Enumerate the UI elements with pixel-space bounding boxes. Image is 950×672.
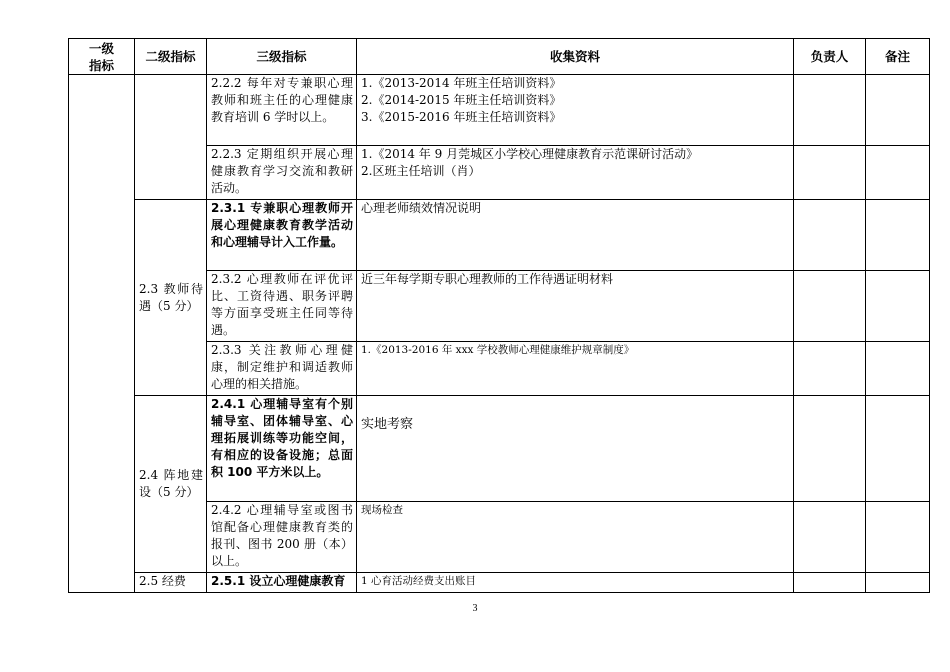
level3-cell: 2.5.1 设立心理健康教育 — [207, 573, 357, 593]
level3-cell: 2.4.2 心理辅导室或图书馆配备心理健康教育类的报刊、图书 200 册（本）以上。 — [207, 502, 357, 573]
header-notes: 备注 — [866, 39, 930, 75]
header-level2: 二级指标 — [135, 39, 207, 75]
owner-cell[interactable] — [794, 200, 866, 271]
table-row — [69, 396, 930, 502]
notes-cell[interactable] — [866, 502, 930, 573]
notes-cell[interactable] — [866, 573, 930, 593]
level2-cell: 2.3 教师待遇（5 分） — [135, 200, 207, 396]
material-line: 心理老师绩效情况说明 — [361, 201, 482, 215]
material-line: 3.《2015-2016 年班主任培训资料》 — [361, 110, 562, 124]
level1-cell — [69, 75, 135, 593]
notes-cell[interactable] — [866, 271, 930, 342]
owner-cell[interactable] — [794, 75, 866, 146]
level2-cell: 2.4 阵地建设（5 分） — [135, 396, 207, 573]
page-number: 3 — [472, 603, 478, 614]
notes-cell[interactable] — [866, 396, 930, 502]
level2-cell: 2.5 经费 — [135, 573, 207, 593]
notes-cell[interactable] — [866, 342, 930, 396]
indicator-table — [68, 38, 930, 593]
materials-cell — [357, 75, 794, 146]
owner-cell[interactable] — [794, 573, 866, 593]
materials-cell — [357, 342, 794, 396]
table-row — [69, 75, 930, 146]
level3-cell: 2.3.2 心理教师在评优评比、工资待遇、职务评聘等方面享受班主任同等待遇。 — [207, 271, 357, 342]
notes-cell[interactable] — [866, 200, 930, 271]
materials-cell — [357, 146, 794, 200]
material-line: 实地考察 — [361, 417, 414, 432]
owner-cell[interactable] — [794, 146, 866, 200]
materials-cell — [357, 271, 794, 342]
level3-cell: 2.2.2 每年对专兼职心理教师和班主任的心理健康教育培训 6 学时以上。 — [207, 75, 357, 146]
header-materials: 收集资料 — [357, 39, 794, 75]
table-row — [69, 200, 930, 271]
level3-cell: 2.3.1 专兼职心理教师开展心理健康教育教学活动和心理辅导计入工作量。 — [207, 200, 357, 271]
materials-cell — [357, 573, 794, 593]
header-row — [69, 39, 930, 75]
material-line: 2.区班主任培训（肖） — [361, 164, 481, 178]
materials-cell — [357, 396, 794, 502]
owner-cell[interactable] — [794, 396, 866, 502]
owner-cell[interactable] — [794, 271, 866, 342]
material-line: 1.《2013-2014 年班主任培训资料》 — [361, 76, 562, 90]
header-owner: 负责人 — [794, 39, 866, 75]
notes-cell[interactable] — [866, 75, 930, 146]
material-line: 2.《2014-2015 年班主任培训资料》 — [361, 93, 562, 107]
material-line: 1.《2013-2016 年 xxx 学校教师心理健康维护规章制度》 — [361, 344, 635, 356]
material-line: 现场检查 — [361, 504, 403, 516]
level2-cell — [135, 75, 207, 200]
owner-cell[interactable] — [794, 502, 866, 573]
level3-cell: 2.4.1 心理辅导室有个别辅导室、团体辅导室、心理拓展训练等功能空间，有相应的设备设施；总面积 100 平方米以上。 — [207, 396, 357, 502]
material-line: 近三年每学期专职心理教师的工作待遇证明材料 — [361, 272, 614, 286]
notes-cell[interactable] — [866, 146, 930, 200]
materials-cell — [357, 502, 794, 573]
level3-cell: 2.2.3 定期组织开展心理健康教育学习交流和教研活动。 — [207, 146, 357, 200]
header-level3: 三级指标 — [207, 39, 357, 75]
owner-cell[interactable] — [794, 342, 866, 396]
header-level1: 一级 指标 — [69, 39, 135, 75]
materials-cell — [357, 200, 794, 271]
material-line: 1.《2014 年 9 月莞城区小学校心理健康教育示范课研讨活动》 — [361, 147, 699, 161]
level3-cell: 2.3.3 关注教师心理健康，制定维护和调适教师心理的相关措施。 — [207, 342, 357, 396]
material-line: 1 心育活动经费支出账目 — [361, 575, 477, 587]
table-row — [69, 573, 930, 593]
